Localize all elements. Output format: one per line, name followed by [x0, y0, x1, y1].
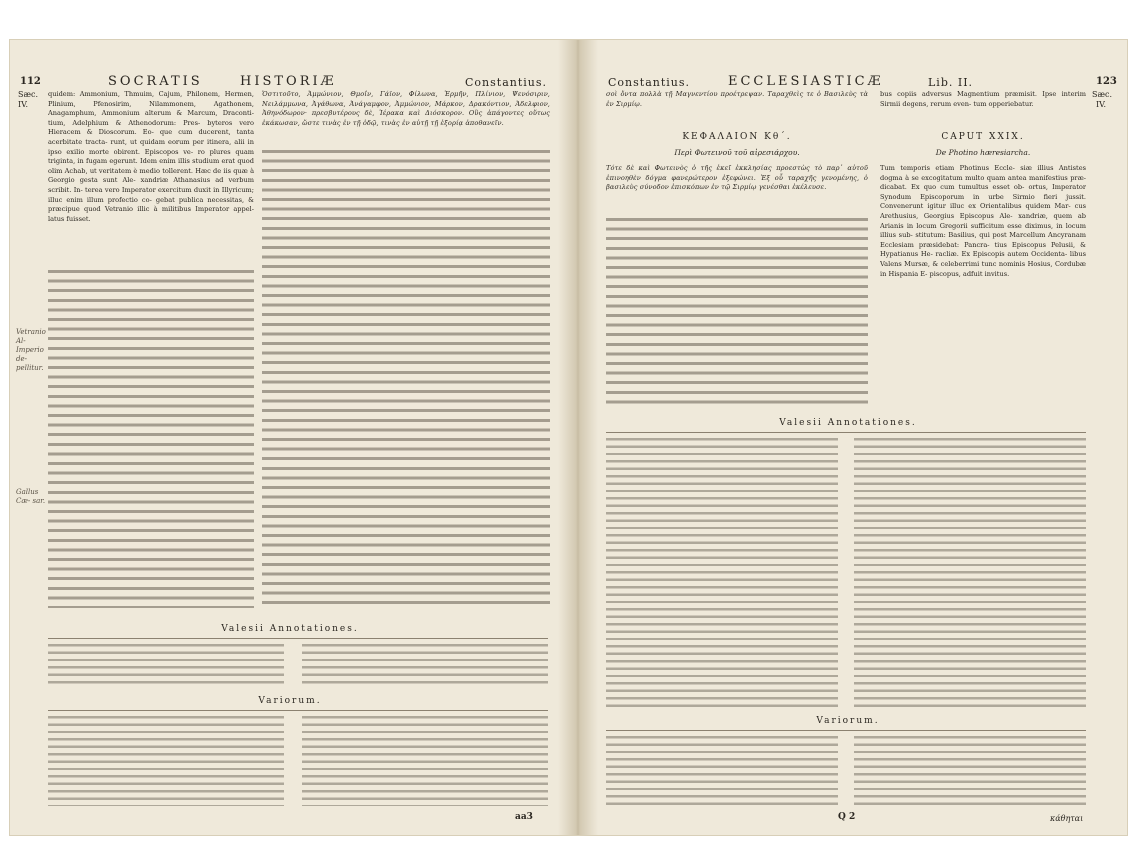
page-signature: aa3 — [515, 812, 533, 822]
running-head-emperor: Constantius. — [465, 76, 547, 89]
greek-text: Ὁστιτοῦτο, Ἀμμώνιον, Θμοΐν, Γάϊον, Φίλωνα, Ἑρμῆν, Πλίνιον, Ψενόσιριν, Νειλάμμωνα, Ἀγάθωνα, Ἀνάγαμφον, Ἀμμώνιον, Μάρκον, Δρακόντιον, Ἀδελφιον, Ἀθηνόδωρον· πρεσβυτέρους δὲ, Ἱέρακα καὶ Διόσκορον. Οὓς ἀπάγοντες οὕτως ἐκάκωσαν, ὥστε τινὰς ἐν τῇ ὁδῷ, τινὰς ἐν αὐτῇ τῇ ἐξορίᾳ ἀποθανεῖν. — [262, 90, 550, 127]
greek-text-continuation — [262, 150, 550, 608]
variorum-heading: Variorum. — [258, 696, 322, 706]
chapter-title-latin: CAPUT XXIX. — [941, 132, 1025, 142]
saeculum-value: IV. — [1096, 100, 1107, 109]
running-head-emperor: Constantius. — [608, 76, 690, 89]
chapter-subtitle-latin: De Photino hæresiarcha. — [935, 148, 1031, 157]
margin-note-vetranio: Vetranio Al- Imperio de- pellitur. — [16, 328, 46, 372]
variorum-column-left — [48, 716, 284, 806]
latin-intro: bus copiis adversus Magnentium præmisit. Ipse interim Sirmii degens, rerum even- tum opperiebatur. — [880, 90, 1086, 108]
notes-heading: Valesii Annotationes. — [221, 624, 359, 634]
notes-column-right — [854, 438, 1086, 708]
notes-column-left — [48, 644, 284, 684]
running-head-book: Lib. II. — [928, 76, 974, 89]
variorum-column-left — [606, 736, 838, 806]
notes-column-right — [302, 644, 548, 684]
right-page — [598, 40, 1127, 835]
page-number: 112 — [20, 76, 41, 87]
notes-rule — [606, 432, 1086, 433]
left-page — [10, 40, 558, 835]
running-head-title: SOCRATIS — [108, 74, 203, 89]
chapter-subtitle-greek: Περὶ Φωτεινοῦ τοῦ αἱρεσιάρχου. — [674, 148, 800, 157]
latin-text-continuation — [48, 270, 254, 608]
saeculum-value: IV. — [18, 100, 29, 109]
running-head-history: HISTORIÆ — [240, 74, 337, 89]
saeculum-label: Sæc. — [18, 90, 39, 99]
notes-rule — [48, 638, 548, 639]
margin-note-gallus: Gallus Cæ- sar. — [16, 488, 46, 505]
running-head-ecclesiastical: ECCLESIASTICÆ — [728, 74, 884, 89]
latin-text: quidem: Ammonium, Thmuim, Cajum, Philonem, Hermen, Plinium, Pfenosirim, Nilammonem, Agathonem, Anagamphum, Ammonium alterum & Marcum, Draconti- tium, Adelphium & Athenodorum: Pres- byteros vero Hieracem & Dioscorum. Eo- que cum ducerent, tanta acerbitate tracta- runt, ut quidam eorum per itinera, alii in ipso exilio morte obirent. Episcopos ve- ro plures quam triginta, in fugam egerunt. Idem enim illis studium erat quod olim Achab, ut veritatem è medio tollerent. Hæc de iis quæ à Georgio gesta sunt Ale- xandriæ Athanasius ad verbum scribit. In- terea vero Imperator exercitum duxit in Illyricum; illuc enim illum profectio co- gebat publica necessitas, & præcipue quod Vetranio illic à militibus Imperator appel- latus fuisset. — [48, 90, 254, 223]
greek-text: Τότε δὲ καὶ Φωτεινὸς ὁ τῆς ἐκεῖ ἐκκλησίας προεστὼς τὸ παρ᾽ αὐτοῦ ἐπινοηθὲν δόγμα φανερώτερον ἐξεφώνει. Ἐξ οὗ ταραχῆς γενομένης, ὁ βασιλεὺς σύνοδον ἐπισκόπων ἐν τῷ Σιρμίῳ γενέσθαι ἐκέλευσε. — [606, 164, 868, 192]
variorum-rule — [48, 710, 548, 711]
chapter-title-greek: ΚΕΦΑΛΑΙΟΝ Κθ΄. — [682, 132, 792, 142]
notes-column-left — [606, 438, 838, 708]
greek-intro: σοὶ ὄντα πολλὰ τῇ Μαγνεντίου προέτρεψαν. Ταραχθεὶς τε ὁ Βασιλεὺς τὰ ἐν Σιρμίῳ. — [606, 90, 868, 108]
latin-column — [880, 164, 1086, 410]
catchword: κάθηται — [1050, 814, 1084, 823]
variorum-heading: Variorum. — [816, 716, 880, 726]
saeculum-label: Sæc. — [1092, 90, 1113, 99]
variorum-rule — [606, 730, 1086, 731]
latin-text: Tum temporis etiam Photinus Eccle- siæ illius Antistes dogma à se excogitatum multo quam antea manifestius præ- dicabat. Ex quo cum tumultus esset ob- ortus, Imperator Synodum Episcoporum in urbe Sirmio fieri jussit. Convenerunt igitur illuc ex Orientalibus quidem Mar- cus Arethusius, Georgius Episcopus Ale- xandriæ, quem ab Arianis in locum Gregorii sufficitum esse diximus, in locum illius sub- stitutum: Basilius, qui post Marcellum Ancyranam Ecclesiam præsidebat: Pancra- tius Episcopus Pelusii, & Hypatianus He- racliæ. Ex Episcopis autem Occidenta- libus Valens Mursæ, & celeberrimi tunc nominis Hosius, Cordubæ in Hispania E- piscopus, adfuit invitus. — [880, 164, 1086, 278]
variorum-column-right — [302, 716, 548, 806]
greek-text-continuation — [606, 218, 868, 408]
notes-heading: Valesii Annotationes. — [779, 418, 917, 428]
page-number: 123 — [1096, 76, 1117, 87]
book-gutter — [558, 40, 598, 835]
variorum-column-right — [854, 736, 1086, 806]
page-signature: Q 2 — [838, 812, 856, 822]
book-spread — [10, 40, 1127, 835]
